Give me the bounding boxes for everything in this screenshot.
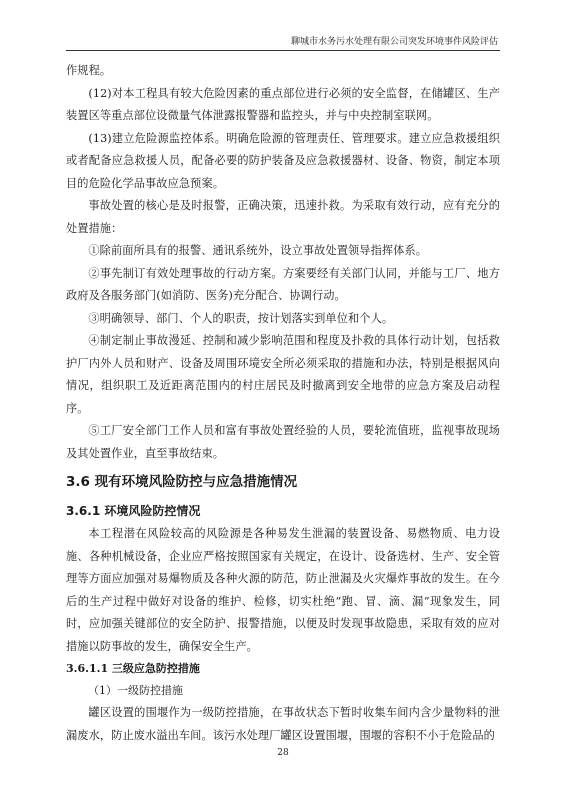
paragraph-level-1-measures: 罐区设置的围堰作为一级防控措施，在事故状态下暂时收集车间内含少量物料的泄漏废水，防止废水溢出车间。该污水处理厂罐区设置围堰，围堰的容积不小于危险品的 bbox=[66, 706, 500, 742]
paragraph-item-13: (13)建立危险源监控体系。明确危险源的管理责任、管理要求。建立应急救援组织或者配备应急救援人员，配备必要的防护装备及应急救援器材、设备、物资，制定本项目的危险化学品事故应急预案。 bbox=[66, 131, 500, 190]
sub-heading-level-1: （1）一级防控措施 bbox=[88, 684, 183, 697]
page-header-title: 聊城市水务污水处理有限公司突发环境事件风险评估 bbox=[290, 37, 498, 47]
page-body bbox=[66, 60, 500, 747]
section-heading-3-6-1: 3.6.1 环境风险防控情况 bbox=[66, 504, 201, 518]
paragraph-measure-3: ③明确领导、部门、个人的职责，按计划落实到单位和个人。 bbox=[88, 311, 394, 325]
paragraph-measure-1: ①除前面所具有的报警、通讯系统外，设立事故处置领导指挥体系。 bbox=[88, 244, 428, 257]
paragraph-measure-5: ⑤工厂安全部门工作人员和富有事故处置经验的人员，要轮流值班，监视事故现场及其处置作业，直至事故结束。 bbox=[66, 424, 500, 460]
section-heading-3-6: 3.6 现有环境风险防控与应急措施情况 bbox=[66, 474, 298, 490]
paragraph-disposal-core: 事故处置的核心是及时报警，正确决策，迅速扑救。为采取有效行动，应有充分的处置措施： bbox=[66, 199, 500, 235]
page-number: 28 bbox=[277, 748, 289, 758]
section-heading-3-6-1-1: 3.6.1.1 三级应急防控措施 bbox=[66, 662, 200, 675]
paragraph-measure-4: ④制定制止事故漫延、控制和减少影响范围和程度及扑救的具体行动计划，包括救护厂内外人员和财产、设备及周围环境安全所必须采取的措施和办法，特别是根据风向情况，组织职工及近距离范围内的村庄居民及时撤离到安全地带的应急方案及启动程序。 bbox=[66, 334, 500, 415]
paragraph-item-12: (12)对本工程具有较大危险因素的重点部位进行必须的安全监督，在储罐区、生产装置区等重点部位设微量气体泄露报警器和监控头，并与中央控制室联网。 bbox=[66, 86, 500, 122]
header-divider bbox=[66, 50, 500, 51]
paragraph-continuation: 作规程。 bbox=[66, 64, 112, 77]
paragraph-measure-2: ②事先制订有效处理事故的行动方案。方案要经有关部门认同，并能与工厂、地方政府及各服务部门(如消防、医务)充分配合、协调行动。 bbox=[66, 266, 500, 302]
paragraph-risk-control: 本工程潜在风险较高的风险源是各种易发生泄漏的装置设备、易燃物质、电力设施、各种机械设备，企业应严格按照国家有关规定，在设计、设备选材、生产、安全管理等方面应加强对易爆物质及各种火源的防范，防止泄漏及火灾爆炸事故的发生。在今后的生产过程中做好对设备的维护、检修，切实杜绝“跑、冒、滴、漏”现象发生，同时，应加强关键部位的安全防护、报警措施，以便及时发现事故隐患，采取有效的应对措施以防事故的发生，确保安全生产。 bbox=[66, 527, 500, 653]
